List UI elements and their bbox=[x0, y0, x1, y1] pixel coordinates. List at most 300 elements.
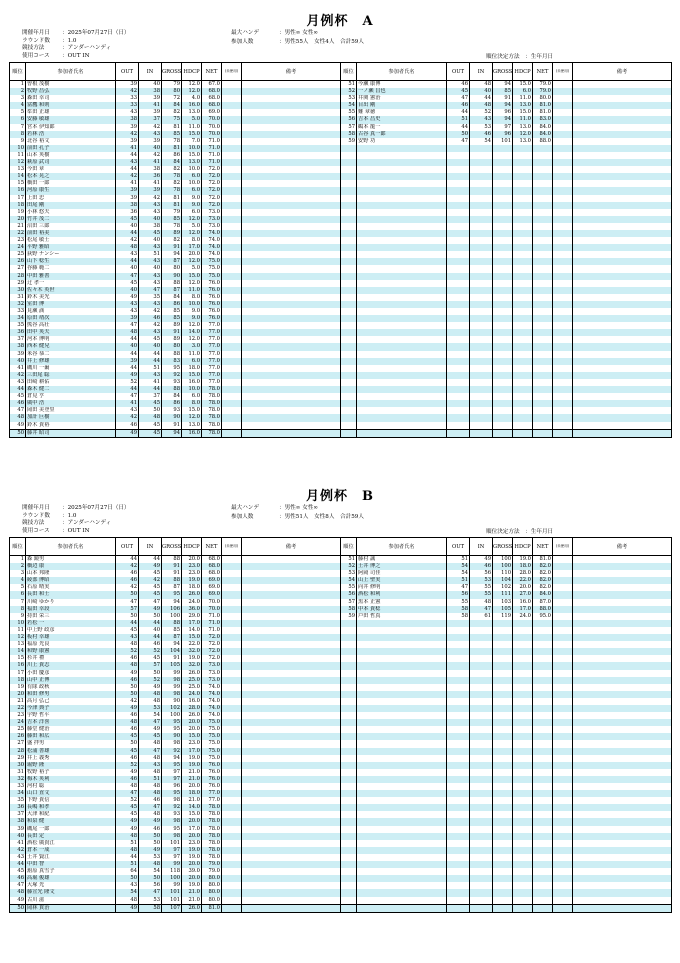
cell-gross: 78 bbox=[162, 138, 182, 145]
cell-remarks bbox=[573, 740, 672, 747]
cell-unused bbox=[553, 599, 573, 606]
cell-rank bbox=[341, 294, 357, 301]
cell-name: 荻野 ナンシー bbox=[26, 251, 116, 258]
cell-in: 46 bbox=[139, 315, 162, 322]
col-header-remarks: 備考 bbox=[573, 63, 672, 81]
cell-hdcp: 20.0 bbox=[182, 251, 202, 258]
cell-hdcp: 6.0 bbox=[182, 173, 202, 180]
cell-hdcp: 24.0 bbox=[182, 691, 202, 698]
table-row bbox=[10, 577, 341, 584]
cell-remarks bbox=[573, 620, 672, 627]
cell-rank: 20 bbox=[10, 691, 26, 698]
cell-hdcp: 16.0 bbox=[182, 102, 202, 109]
cell-name: 土井 博之 bbox=[357, 563, 447, 570]
cell-in bbox=[470, 826, 493, 833]
table-row bbox=[10, 294, 341, 301]
cell-hdcp: 8.0 bbox=[182, 294, 202, 301]
cell-net bbox=[533, 251, 553, 258]
cell-net bbox=[533, 407, 553, 414]
cell-net: 79.0 bbox=[533, 81, 553, 89]
cell-name bbox=[357, 400, 447, 407]
cell-remarks bbox=[242, 159, 341, 166]
cell-unused bbox=[553, 280, 573, 287]
cell-in: 47 bbox=[139, 804, 162, 811]
cell-out: 54 bbox=[447, 570, 470, 577]
cell-hdcp bbox=[513, 889, 533, 896]
cell-name: 河原 康生 bbox=[26, 187, 116, 194]
cell-unused bbox=[222, 840, 242, 847]
cell-remarks bbox=[573, 712, 672, 719]
cell-name bbox=[357, 187, 447, 194]
cell-out: 45 bbox=[447, 88, 470, 95]
cell-name: 酒松 和利 bbox=[357, 591, 447, 598]
cell-rank bbox=[341, 776, 357, 783]
table-row bbox=[10, 138, 341, 145]
cell-rank: 27 bbox=[10, 265, 26, 272]
table-row bbox=[10, 613, 341, 620]
cell-hdcp bbox=[513, 209, 533, 216]
cell-net bbox=[533, 854, 553, 861]
col-header-name: 参加者氏名 bbox=[26, 63, 116, 81]
table-row bbox=[10, 258, 341, 265]
cell-remarks bbox=[573, 790, 672, 797]
cell-name: 上田 忠 bbox=[26, 195, 116, 202]
cell-gross: 82 bbox=[162, 180, 182, 187]
cell-remarks bbox=[242, 322, 341, 329]
cell-name bbox=[357, 904, 447, 912]
cell-hdcp bbox=[513, 166, 533, 173]
cell-unused bbox=[222, 875, 242, 882]
cell-unused bbox=[553, 868, 573, 875]
cell-hdcp: 21.0 bbox=[182, 769, 202, 776]
cell-net: 71.0 bbox=[202, 159, 222, 166]
cell-unused bbox=[222, 372, 242, 379]
cell-rank bbox=[341, 833, 357, 840]
cell-remarks bbox=[242, 287, 341, 294]
cell-unused bbox=[222, 265, 242, 272]
cell-in bbox=[470, 882, 493, 889]
cell-rank: 58 bbox=[341, 606, 357, 613]
cell-in: 55 bbox=[470, 584, 493, 591]
cell-hdcp: 6.0 bbox=[182, 209, 202, 216]
cell-remarks bbox=[242, 351, 341, 358]
cell-hdcp bbox=[513, 173, 533, 180]
cell-unused bbox=[553, 776, 573, 783]
cell-net: 73.0 bbox=[202, 223, 222, 230]
cell-in: 48 bbox=[139, 790, 162, 797]
table-row bbox=[341, 308, 672, 315]
cell-gross: 75 bbox=[162, 116, 182, 123]
table-row bbox=[10, 315, 341, 322]
cell-in: 52 bbox=[139, 648, 162, 655]
cell-unused bbox=[222, 620, 242, 627]
cell-in: 50 bbox=[139, 407, 162, 414]
cell-out: 48 bbox=[116, 897, 139, 905]
cell-unused bbox=[222, 797, 242, 804]
cell-gross: 91 bbox=[162, 655, 182, 662]
table-row bbox=[341, 372, 672, 379]
cell-in bbox=[470, 152, 493, 159]
cell-hdcp: 19.0 bbox=[182, 847, 202, 854]
cell-in bbox=[470, 386, 493, 393]
cell-name: 山中 正博 bbox=[26, 677, 116, 684]
cell-in: 42 bbox=[139, 577, 162, 584]
cell-net bbox=[533, 620, 553, 627]
cell-remarks bbox=[242, 95, 341, 102]
cell-out: 39 bbox=[116, 358, 139, 365]
cell-rank: 47 bbox=[10, 407, 26, 414]
cell-remarks bbox=[242, 797, 341, 804]
cell-net bbox=[533, 301, 553, 308]
cell-net: 77.0 bbox=[202, 322, 222, 329]
cell-unused bbox=[553, 790, 573, 797]
cell-unused bbox=[222, 365, 242, 372]
cell-gross bbox=[493, 847, 513, 854]
cell-hdcp: 18.0 bbox=[182, 365, 202, 372]
cell-remarks bbox=[573, 606, 672, 613]
cell-rank: 37 bbox=[10, 811, 26, 818]
table-row bbox=[10, 627, 341, 634]
cell-remarks bbox=[242, 847, 341, 854]
cell-hdcp: 17.0 bbox=[513, 606, 533, 613]
cell-hdcp bbox=[513, 840, 533, 847]
cell-rank bbox=[341, 202, 357, 209]
cell-in bbox=[470, 620, 493, 627]
cell-out: 58 bbox=[447, 606, 470, 613]
cell-remarks bbox=[573, 429, 672, 437]
cell-rank bbox=[341, 273, 357, 280]
col-header-remarks: 備考 bbox=[242, 538, 341, 556]
cell-net: 71.0 bbox=[202, 620, 222, 627]
table-row bbox=[341, 294, 672, 301]
cell-unused bbox=[222, 641, 242, 648]
cell-rank: 29 bbox=[10, 280, 26, 287]
cell-net: 68.0 bbox=[202, 88, 222, 95]
cell-rank: 55 bbox=[341, 109, 357, 116]
table-row bbox=[341, 826, 672, 833]
col-header-unused: (未使用) bbox=[553, 63, 573, 81]
cell-rank bbox=[341, 868, 357, 875]
cell-name: 牧野 裕子 bbox=[26, 769, 116, 776]
table-row bbox=[10, 655, 341, 662]
cell-remarks bbox=[573, 187, 672, 194]
cell-in bbox=[470, 833, 493, 840]
cell-unused bbox=[553, 584, 573, 591]
table-row bbox=[10, 755, 341, 762]
cell-remarks bbox=[242, 237, 341, 244]
cell-rank: 32 bbox=[10, 301, 26, 308]
cell-remarks bbox=[242, 776, 341, 783]
cell-net: 80.0 bbox=[202, 882, 222, 889]
cell-rank bbox=[341, 882, 357, 889]
cell-gross: 78 bbox=[162, 187, 182, 194]
cell-in bbox=[470, 662, 493, 669]
cell-remarks bbox=[242, 889, 341, 896]
table-row bbox=[341, 88, 672, 95]
cell-name bbox=[357, 818, 447, 825]
cell-in bbox=[470, 776, 493, 783]
cell-unused bbox=[222, 180, 242, 187]
cell-net bbox=[533, 400, 553, 407]
cell-rank bbox=[341, 315, 357, 322]
cell-hdcp: 16.0 bbox=[513, 599, 533, 606]
cell-name: 高月 弘己 bbox=[26, 698, 116, 705]
cell-gross: 81 bbox=[162, 202, 182, 209]
cell-rank: 4 bbox=[10, 102, 26, 109]
cell-out bbox=[447, 776, 470, 783]
cell-out: 45 bbox=[116, 804, 139, 811]
cell-unused bbox=[553, 627, 573, 634]
cell-out bbox=[447, 393, 470, 400]
cell-out: 51 bbox=[116, 861, 139, 868]
cell-in: 50 bbox=[139, 875, 162, 882]
cell-out bbox=[447, 662, 470, 669]
cell-remarks bbox=[242, 109, 341, 116]
cell-out: 49 bbox=[116, 670, 139, 677]
cell-out bbox=[447, 343, 470, 350]
cell-rank bbox=[341, 748, 357, 755]
cell-remarks bbox=[573, 152, 672, 159]
cell-rank bbox=[341, 223, 357, 230]
cell-in: 48 bbox=[139, 414, 162, 421]
cell-net bbox=[533, 351, 553, 358]
cell-in: 48 bbox=[139, 861, 162, 868]
cell-remarks bbox=[242, 379, 341, 386]
cell-name: 加計 巨樹 bbox=[26, 414, 116, 421]
cell-hdcp: 5.0 bbox=[182, 265, 202, 272]
cell-gross bbox=[493, 882, 513, 889]
cell-net bbox=[533, 833, 553, 840]
cell-hdcp bbox=[513, 882, 533, 889]
table-row bbox=[341, 790, 672, 797]
cell-name: 石原 晴実 bbox=[26, 584, 116, 591]
cell-net: 71.0 bbox=[202, 138, 222, 145]
cell-gross: 97 bbox=[162, 776, 182, 783]
cell-unused bbox=[553, 648, 573, 655]
cell-remarks bbox=[242, 308, 341, 315]
cell-remarks bbox=[573, 294, 672, 301]
table-row bbox=[341, 365, 672, 372]
cell-in bbox=[470, 726, 493, 733]
cell-unused bbox=[222, 124, 242, 131]
table-row bbox=[341, 670, 672, 677]
cell-gross bbox=[493, 677, 513, 684]
cell-name bbox=[357, 180, 447, 187]
cell-remarks bbox=[242, 124, 341, 131]
cell-in bbox=[470, 379, 493, 386]
table-row bbox=[10, 407, 341, 414]
cell-name bbox=[357, 294, 447, 301]
cell-out: 43 bbox=[116, 634, 139, 641]
cell-gross: 89 bbox=[162, 336, 182, 343]
table-row bbox=[10, 897, 341, 905]
cell-out bbox=[447, 797, 470, 804]
cell-in: 48 bbox=[139, 811, 162, 818]
cell-out bbox=[447, 670, 470, 677]
cell-name: 福原 光良 bbox=[26, 641, 116, 648]
table-row bbox=[341, 655, 672, 662]
col-header-unused: (未使用) bbox=[222, 538, 242, 556]
cell-hdcp: 5.0 bbox=[182, 116, 202, 123]
cell-gross bbox=[493, 265, 513, 272]
cell-name bbox=[357, 847, 447, 854]
cell-name: 福田 幸段 bbox=[26, 606, 116, 613]
cell-out: 52 bbox=[116, 379, 139, 386]
cell-net bbox=[533, 769, 553, 776]
cell-unused bbox=[553, 889, 573, 896]
cell-gross bbox=[493, 719, 513, 726]
cell-in bbox=[470, 244, 493, 251]
table-row bbox=[10, 740, 341, 747]
cell-in: 43 bbox=[139, 131, 162, 138]
cell-out: 49 bbox=[116, 429, 139, 437]
cell-name bbox=[357, 379, 447, 386]
cell-unused bbox=[553, 684, 573, 691]
cell-hdcp: 26.0 bbox=[182, 712, 202, 719]
cell-remarks bbox=[242, 655, 341, 662]
cell-in bbox=[470, 209, 493, 216]
cell-rank: 2 bbox=[10, 88, 26, 95]
cell-name bbox=[357, 762, 447, 769]
cell-hdcp: 23.0 bbox=[182, 570, 202, 577]
cell-name bbox=[357, 386, 447, 393]
cell-hdcp bbox=[513, 833, 533, 840]
cell-out: 49 bbox=[116, 904, 139, 912]
cell-unused bbox=[553, 116, 573, 123]
cell-out: 40 bbox=[116, 343, 139, 350]
cell-net bbox=[533, 670, 553, 677]
cell-name: 北谷 裕文 bbox=[26, 138, 116, 145]
cell-net: 69.0 bbox=[202, 584, 222, 591]
cell-name: 大塚 光 bbox=[26, 882, 116, 889]
cell-rank: 28 bbox=[10, 748, 26, 755]
cell-in: 44 bbox=[139, 634, 162, 641]
table-row bbox=[10, 329, 341, 336]
cell-unused bbox=[553, 726, 573, 733]
table-row bbox=[341, 116, 672, 123]
cell-remarks bbox=[573, 882, 672, 889]
cell-remarks bbox=[573, 755, 672, 762]
cell-remarks bbox=[242, 414, 341, 421]
table-row bbox=[10, 216, 341, 223]
cell-name: 安野 功 bbox=[357, 138, 447, 145]
cell-remarks bbox=[573, 301, 672, 308]
cell-net bbox=[533, 294, 553, 301]
cell-gross: 91 bbox=[162, 329, 182, 336]
cell-gross bbox=[493, 386, 513, 393]
table-row bbox=[341, 889, 672, 896]
section-b-rank-method: 順位決定方法 ：生年月日 bbox=[486, 529, 554, 535]
table-row bbox=[341, 422, 672, 430]
cell-unused bbox=[553, 329, 573, 336]
cell-out bbox=[447, 790, 470, 797]
col-header-unused: (未使用) bbox=[553, 538, 573, 556]
cell-out bbox=[447, 847, 470, 854]
cell-in: 40 bbox=[139, 216, 162, 223]
cell-remarks bbox=[242, 81, 341, 89]
cell-out bbox=[447, 691, 470, 698]
cell-in: 53 bbox=[139, 897, 162, 905]
cell-name bbox=[357, 407, 447, 414]
cell-gross: 88 bbox=[162, 386, 182, 393]
cell-out: 48 bbox=[116, 719, 139, 726]
cell-rank bbox=[341, 422, 357, 430]
cell-out bbox=[447, 358, 470, 365]
cell-gross: 99 bbox=[162, 670, 182, 677]
meta-line bbox=[22, 528, 242, 536]
results-table-left bbox=[9, 537, 341, 913]
cell-unused bbox=[222, 719, 242, 726]
cell-hdcp: 20.0 bbox=[513, 584, 533, 591]
cell-gross: 94 bbox=[162, 429, 182, 437]
meta-value: ：2025年07月27日（日） bbox=[62, 30, 130, 36]
cell-out bbox=[447, 407, 470, 414]
cell-hdcp: 11.0 bbox=[182, 124, 202, 131]
table-row bbox=[341, 698, 672, 705]
table-row bbox=[10, 811, 341, 818]
table-row bbox=[341, 726, 672, 733]
cell-in: 48 bbox=[139, 698, 162, 705]
cell-unused bbox=[553, 237, 573, 244]
cell-in bbox=[470, 904, 493, 912]
cell-net: 68.0 bbox=[202, 95, 222, 102]
cell-out: 58 bbox=[447, 613, 470, 620]
cell-out: 45 bbox=[116, 811, 139, 818]
cell-hdcp: 15.0 bbox=[182, 152, 202, 159]
cell-hdcp: 15.0 bbox=[513, 109, 533, 116]
cell-net: 72.0 bbox=[202, 634, 222, 641]
cell-in: 48 bbox=[139, 755, 162, 762]
cell-rank bbox=[341, 386, 357, 393]
cell-unused bbox=[222, 613, 242, 620]
cell-out: 39 bbox=[116, 81, 139, 89]
cell-rank: 20 bbox=[10, 216, 26, 223]
cell-name: 長田 和士 bbox=[26, 591, 116, 598]
cell-in: 53 bbox=[139, 854, 162, 861]
cell-rank: 33 bbox=[10, 308, 26, 315]
cell-gross bbox=[493, 379, 513, 386]
cell-remarks bbox=[573, 95, 672, 102]
table-row bbox=[10, 322, 341, 329]
cell-name: 平野 雅昭 bbox=[26, 244, 116, 251]
cell-name: 高堀 俊雄 bbox=[26, 875, 116, 882]
cell-hdcp: 13.0 bbox=[182, 109, 202, 116]
cell-rank bbox=[341, 854, 357, 861]
table-header-row bbox=[10, 63, 341, 81]
cell-gross bbox=[493, 336, 513, 343]
cell-net: 68.0 bbox=[202, 563, 222, 570]
cell-in: 46 bbox=[470, 131, 493, 138]
cell-net: 74.0 bbox=[202, 684, 222, 691]
cell-out bbox=[447, 372, 470, 379]
cell-hdcp: 12.0 bbox=[182, 258, 202, 265]
cell-in: 45 bbox=[139, 422, 162, 430]
cell-remarks bbox=[242, 556, 341, 564]
cell-name: 田尾 剛 bbox=[26, 202, 116, 209]
cell-out bbox=[447, 655, 470, 662]
cell-gross: 94 bbox=[162, 641, 182, 648]
cell-net: 71.0 bbox=[202, 613, 222, 620]
table-row bbox=[10, 400, 341, 407]
cell-name bbox=[357, 755, 447, 762]
meta-label: 開催年月日 bbox=[22, 505, 50, 511]
cell-gross: 94 bbox=[162, 599, 182, 606]
cell-in: 49 bbox=[139, 847, 162, 854]
cell-net bbox=[533, 343, 553, 350]
cell-in bbox=[470, 861, 493, 868]
cell-remarks bbox=[242, 599, 341, 606]
cell-name bbox=[357, 258, 447, 265]
